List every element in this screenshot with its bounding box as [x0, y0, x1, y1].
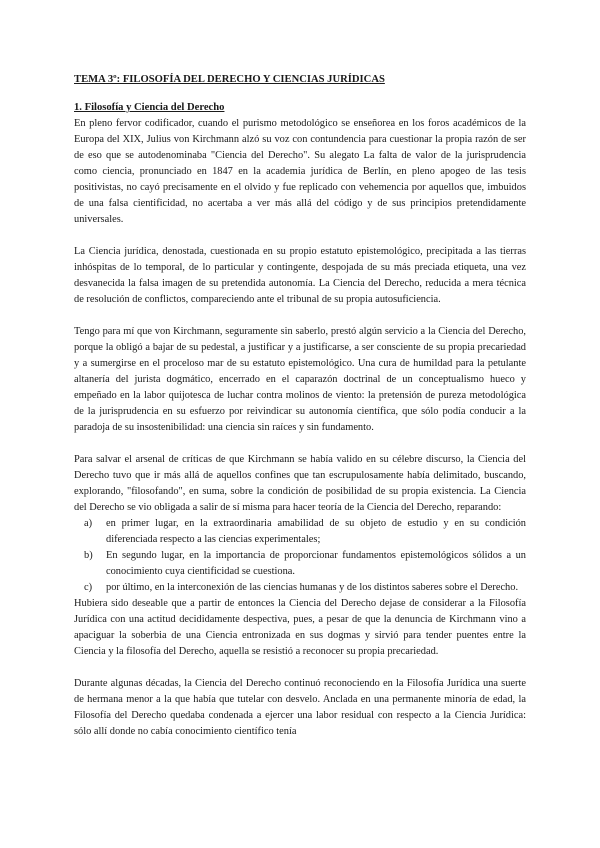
document-title: TEMA 3º: FILOSOFÍA DEL DERECHO Y CIENCIAS JURÍDICAS	[74, 74, 385, 85]
enumerated-list	[74, 516, 526, 596]
list-marker: a)	[84, 518, 93, 529]
list-item	[84, 516, 526, 548]
paragraph: Tengo para mí que von Kirchmann, seguramente sin saberlo, prestó algún servicio a la Ciencia del Derecho, porque la obligó a bajar de su pedestal, a justificar y a justificarse, a ser consciente de su propia precariedad y a sumergirse en el proceloso mar de su estatuto epistemológico. Una cura de humildad para la petulante altanería del jurista dogmático, encerrado en el caparazón doctrinal de un conceptualismo hueco y empeñado en la labor quijotesca de luchar contra molinos de viento: la pretensión de pureza metodológica de la jurisprudencia en su esfuerzo por reivindicar su autonomía científica, que sólo podía conducir a la paradoja de su insostenibilidad: una ciencia sin raíces y sin fundamento.	[74, 326, 526, 433]
list-marker: b)	[84, 550, 93, 561]
paragraph: Durante algunas décadas, la Ciencia del Derecho continuó reconociendo en la Filosofía Jurídica una suerte de hermana menor a la que había que tutelar con desvelo. Anclada en una permanente minoría de edad, la Filosofía del Derecho quedaba condenada a ejercer una labor residual con respecto a la Ciencia Jurídica: sólo allí donde no cabía conocimiento científico tenía	[74, 678, 526, 737]
paragraph: Para salvar el arsenal de críticas de que Kirchmann se había valido en su célebre discurso, la Ciencia del Derecho tuvo que ir más allá de aquellos confines que tan escrupulosamente había delimitado, buscando, explorando, "filosofando", en suma, sobre la condición de posibilidad de su propia existencia. La Ciencia del Derecho se vio obligada a salir de sí misma para hacer teoría de la Ciencia del Derecho, reparando:	[74, 454, 526, 513]
paragraph: En pleno fervor codificador, cuando el purismo metodológico se enseñorea en los foros académicos de la Europa del XIX, Julius von Kirchmann alzó su voz con contundencia para cuestionar la propia razón de ser de eso que se autodenominaba "Ciencia del Derecho". Su alegato La falta de valor de la jurisprudencia como ciencia, pronunciado en 1847 en la academia jurídica de Berlín, en pleno apogeo de las tesis positivistas, no cayó precisamente en el olvido y fue replicado con vehemencia por aquellos que, imbuidos de una falsa cientificidad, no acertaba a ver más allá del código y de sus principios pretendidamente universales.	[74, 118, 526, 225]
list-item-text: por último, en la interconexión de las ciencias humanas y de los distintos saberes sobre el Derecho.	[106, 582, 519, 593]
paragraph: Hubiera sido deseable que a partir de entonces la Ciencia del Derecho dejase de considerar a la Filosofía Jurídica con una actitud decididamente despectiva, pues, a pesar de que la denuncia de Kirchmann vino a apaciguar la soberbia de una Ciencia entronizada en sus dogmas y sirvió para tender puentes entre la Ciencia y la filosofía del Derecho, aquella se resistió a reconocer su propia precariedad.	[74, 598, 526, 657]
section-heading: 1. Filosofía y Ciencia del Derecho	[74, 102, 225, 113]
list-item	[84, 580, 526, 596]
list-item-text: En segundo lugar, en la importancia de proporcionar fundamentos epistemológicos sólidos a un conocimiento cuya cientificidad se cuestiona.	[106, 550, 526, 577]
list-item	[84, 548, 526, 580]
list-item-text: en primer lugar, en la extraordinaria amabilidad de su objeto de estudio y en su condición diferenciada respecto a las ciencias experimentales;	[106, 518, 526, 545]
list-marker: c)	[84, 582, 93, 593]
paragraph: La Ciencia jurídica, denostada, cuestionada en su propio estatuto epistemológico, precipitada a las tierras inhóspitas de lo temporal, de lo particular y contingente, despojada de su más preciada etiqueta, una vez desvanecida la falsa imagen de su pretendida autonomía. La Ciencia del Derecho, reducida a mera técnica de resolución de conflictos, compareciendo ante el tribunal de su propia autosuficiencia.	[74, 246, 526, 305]
